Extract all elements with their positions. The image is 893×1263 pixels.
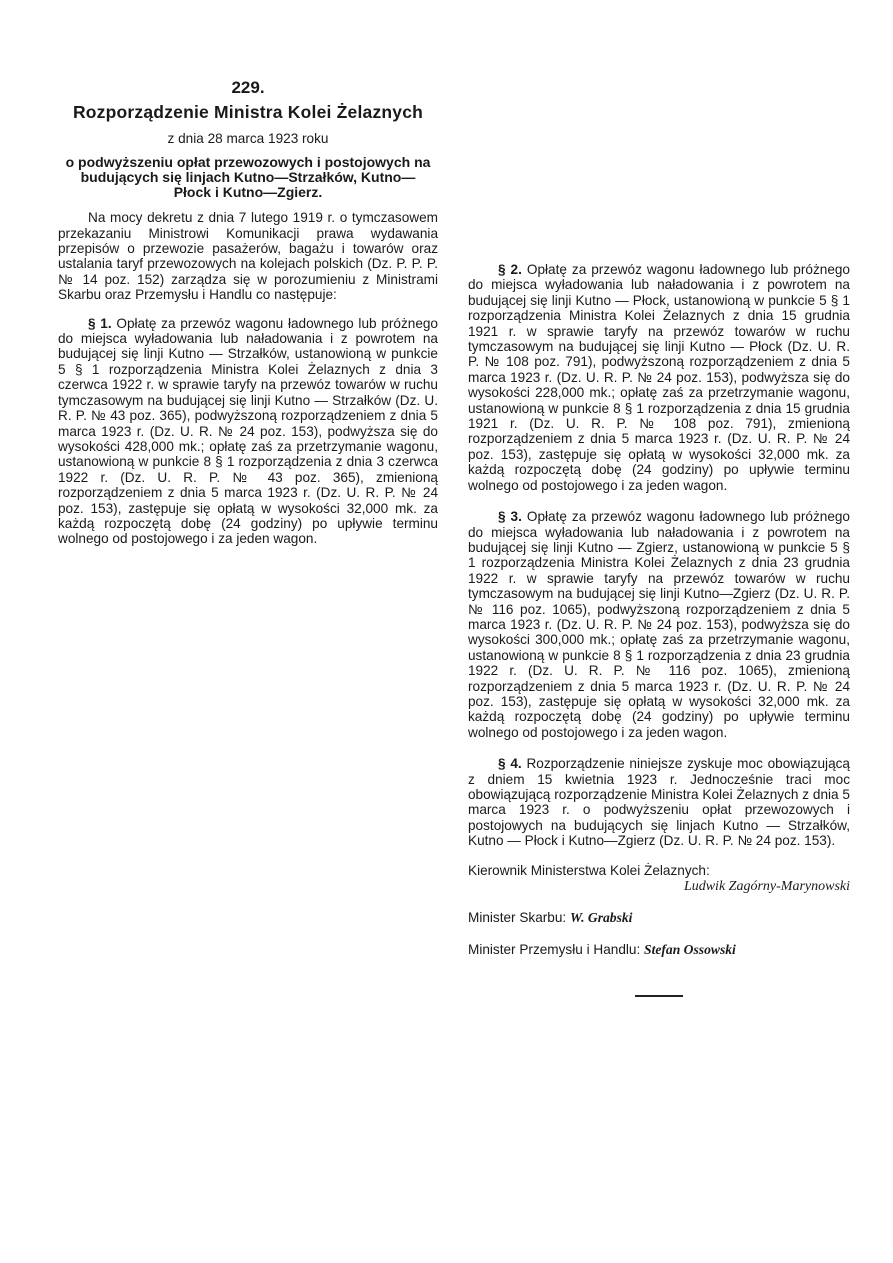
document-number: 229.: [231, 78, 265, 97]
signature-industry-title: Minister Przemysłu i Handlu:: [468, 941, 641, 957]
document-subject: o podwyższeniu opłat przewozowych i postojowych na budujących się linjach Kutno—Strzałków, Kutno—Płock i Kutno—Zgierz.: [65, 154, 431, 201]
left-column: [58, 70, 438, 557]
section-2-text: Opłatę za przewóz wagonu ładownego lub próżnego do miejsca wyładowania lub naładowania i z powrotem na budującej się linji Kutno — Płock, ustanowioną w punkcie 5 § 1 rozporządzenia Ministra Kolei Żelaznych z dnia 15 grudnia 1921 r. w sprawie taryfy na przewóz towarów w ruchu tymczasowym na budującej się linji Kutno — Płock (Dz. U. R. P. № 108 poz. 791), podwyższoną rozporządzeniem z dnia 5 marca 1923 r. (Dz. U. R. P. № 24 poz. 153), podwyższa się do wysokości 228,000 mk.; opłatę zaś za przetrzymanie wagonu, ustanowioną w punkcie 8 § 1 rozporządzenia z dnia 15 grudnia 1921 r. (Dz. U. R. P. № 108 poz. 791), zmienioną rozporządzeniem z dnia 5 marca 1923 r. (Dz. U. R. P. № 24 poz. 153), zastępuje się opłatą w wysokości 32,000 mk. za każdą rozpoczętą dobę (24 godziny) po upływie terminu wolnego od postojowego i za jeden wagon.: [468, 262, 850, 493]
section-1: [58, 316, 438, 547]
section-3: [468, 509, 850, 740]
right-column: [468, 262, 850, 997]
section-2: [468, 262, 850, 493]
closing-rule: [635, 995, 683, 997]
signature-treasury: [468, 910, 850, 925]
section-4-text: Rozporządzenie niniejsze zyskuje moc obowiązującą z dniem 15 kwietnia 1923 r. Jednocześnie traci moc obowiązującą rozporządzenie Ministra Kolei Żelaznych z dnia 5 marca 1923 r. o podwyższeniu opłat przewozowych i postojowych na budujących się linjach Kutno — Strzałków, Kutno — Płock i Kutno—Zgierz (Dz. U. R. P. № 24 poz. 153).: [468, 756, 850, 849]
section-4: [468, 756, 850, 848]
document-date: z dnia 28 marca 1923 roku: [167, 130, 329, 146]
signature-industry: [468, 942, 850, 957]
document-title: Rozporządzenie Ministra Kolei Żelaznych: [72, 102, 424, 123]
section-2-label: § 2.: [498, 262, 522, 277]
section-3-label: § 3.: [498, 509, 522, 525]
signature-treasury-title: Minister Skarbu:: [468, 910, 567, 926]
section-4-label: § 4.: [498, 756, 522, 772]
signature-industry-name: Stefan Ossowski: [644, 941, 736, 957]
section-1-label: § 1.: [88, 315, 112, 331]
signature-head-name: Ludwik Zagórny-Marynowski: [683, 879, 850, 895]
preamble: Na mocy dekretu z dnia 7 lutego 1919 r. o tymczasowem przekazaniu Ministrowi Komunikacji prawa wydawania przepisów o przewozie pasażerów, bagażu i towarów oraz ustalania taryf przewozowych na kolejach polskich (Dz. P. P. P. № 14 poz. 152) zarządza się w porozumieniu z Ministrami Skarbu oraz Przemysłu i Handlu co następuje:: [58, 210, 438, 303]
section-1-text: Opłatę za przewóz wagonu ładownego lub próżnego do miejsca wyładowania lub naładowania i z powrotem na budującej się linji Kutno — Strzałków, ustanowioną w punkcie 5 § 1 rozporządzenia Ministra Kolei Żelaznych z dnia 3 czerwca 1922 r. w sprawie taryfy na przewóz towarów w ruchu tymczasowym na budującej się linji Kutno — Strzałków (Dz. U. R. P. № 43 poz. 365), podwyższoną rozporządzeniem z dnia 5 marca 1923 r. (Dz. U. R. № 24 poz. 153), podwyższa się do wysokości 428,000 mk.; opłatę zaś za przetrzymanie wagonu, ustanowioną w punkcie 8 § 1 rozporządzenia z dnia 3 czerwca 1922 r. (Dz. U. R. P. № 43 poz. 365), zmienioną rozporządzeniem z dnia 5 marca 1923 r. (Dz. U. R. P. № 24 poz. 153), zastępuje się opłatą w wysokości 32,000 mk. za każdą rozpoczętą dobę (24 godziny) po upływie terminu wolnego od postojowego i za jeden wagon.: [58, 315, 438, 547]
section-3-text: Opłatę za przewóz wagonu ładownego lub próżnego do miejsca wyładowania lub naładowania i z powrotem na budującej się linji Kutno — Zgierz, ustanowioną w punkcie 5 § 1 rozporządzenia Ministra Kolei Żelaznych z dnia 23 grudnia 1922 r. w sprawie taryfy na przewóz towarów w ruchu tymczasowym na budującej się linji Kutno—Zgierz (Dz. U. R. P. № 116 poz. 1065), podwyższoną rozporządzeniem z dnia 5 marca 1923 r. (Dz. U. R. P. № 24 poz. 153), podwyższa się do wysokości 300,000 mk.; opłatę zaś za przetrzymanie wagonu, ustanowioną w punkcie 8 § 1 rozporządzenia z dnia 23 grudnia 1922 r. (Dz. U. R. P. № 116 poz. 1065), zmienioną rozporządzeniem z dnia 5 marca 1923 r. (Dz. U. R. P. № 24 poz. 153), zastępuje się opłatą w wysokości 32,000 mk. za każdą rozpoczętą dobę (24 godziny) po upływie terminu wolnego od postojowego i za jeden wagon.: [468, 509, 850, 740]
signature-head-title: Kierownik Ministerstwa Kolei Żelaznych:: [468, 862, 710, 878]
signature-treasury-name: W. Grabski: [570, 910, 633, 926]
